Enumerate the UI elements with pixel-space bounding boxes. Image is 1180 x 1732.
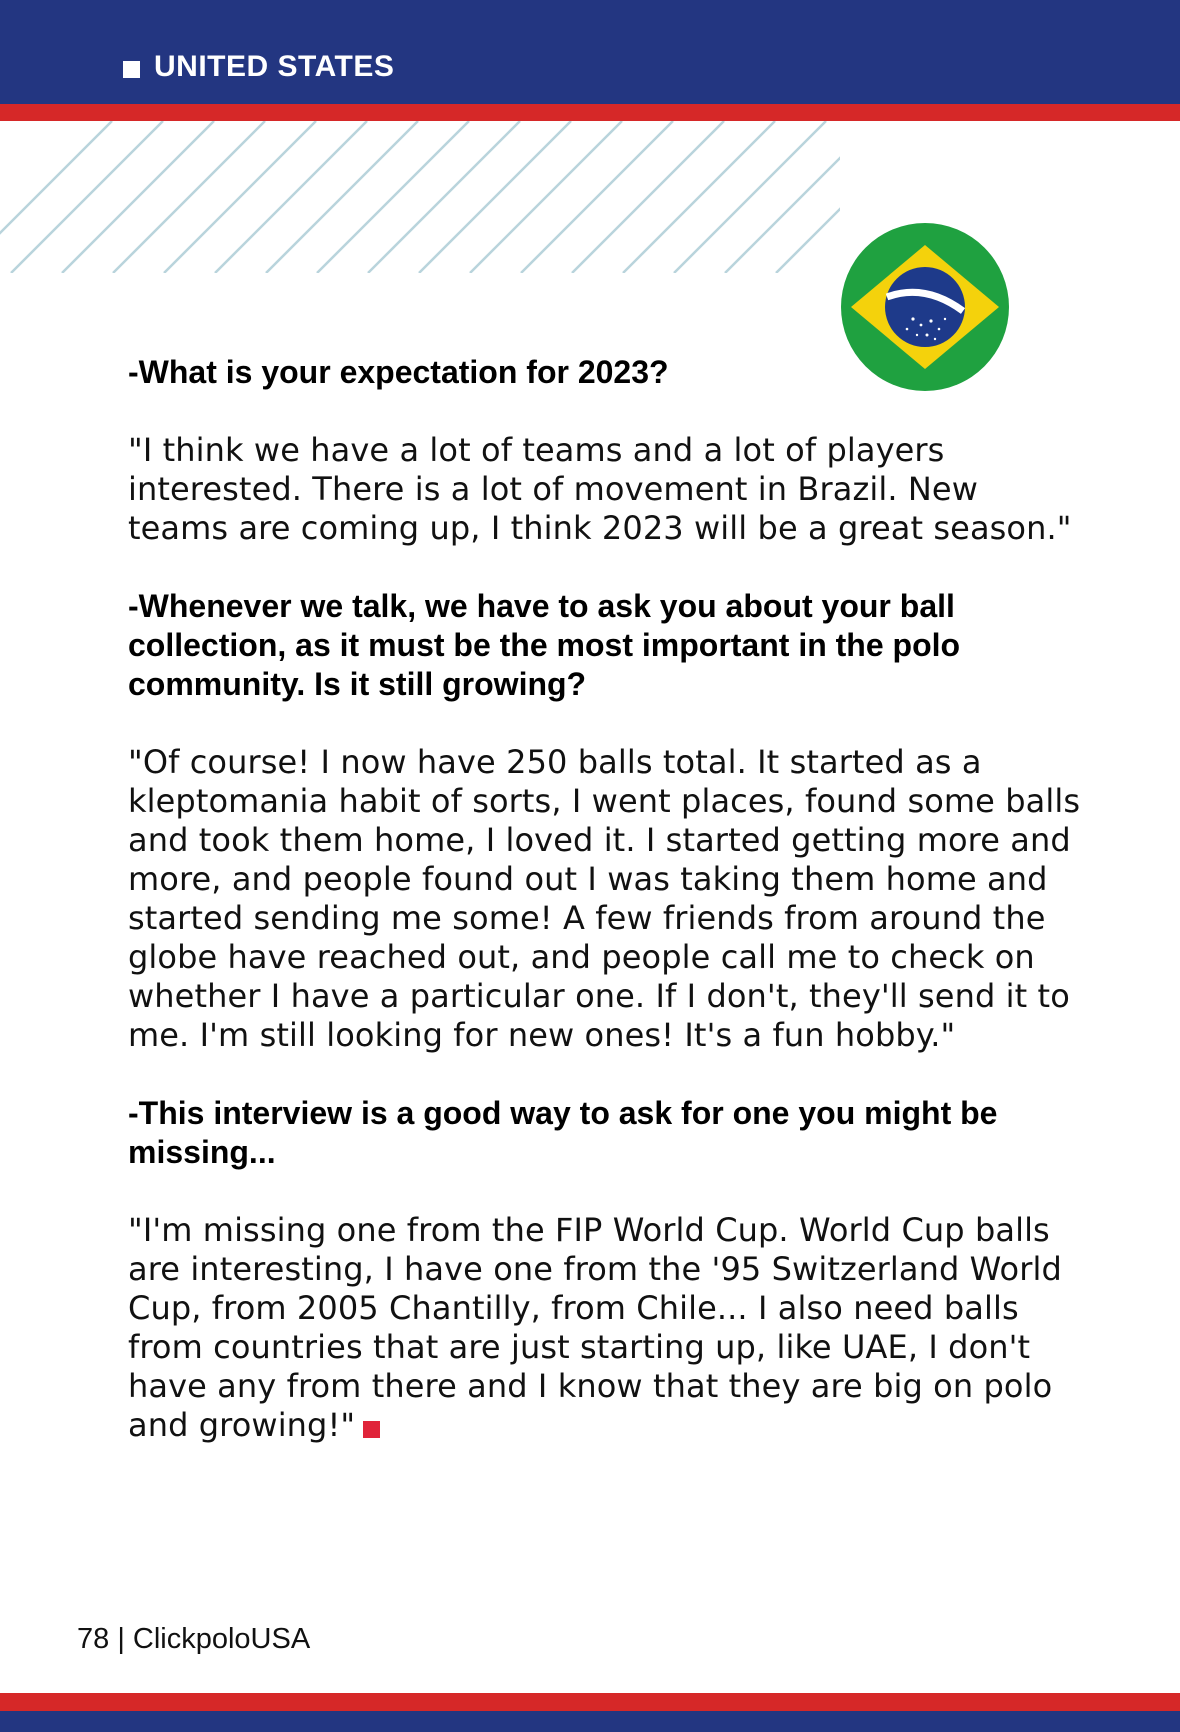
hatch-line — [215, 121, 367, 273]
interview-answer: "Of course! I now have 250 balls total. It started as a kleptomania habit of sorts, I went places, found some balls and took them home, I loved it. I started getting more and more, and people found out I was taking them home and started sending me some! A few friends from around the globe have reached out, and people call me to check on whether I have a particular one. If I don't, they'll send it to me. I'm still looking for new ones! It's a fun hobby." — [128, 743, 1081, 1054]
hatch-line — [62, 121, 214, 273]
hatch-line — [776, 121, 840, 273]
hatch-line — [113, 121, 265, 273]
interview-question: -Whenever we talk, we have to ask you about your ball collection, as it must be the most important in the polo community. Is it still growing? — [128, 588, 961, 702]
hatch-line — [317, 121, 469, 273]
interview-body — [128, 353, 1088, 1445]
hatch-line — [368, 121, 520, 273]
interview-answer-text: "I'm missing one from the FIP World Cup. World Cup balls are interesting, I have one from the '95 Switzerland World Cup, from 2005 Chantilly, from Chile... I also need balls from countries that are just starting up, like UAE, I don't have any from there and I know that they are big on polo and growing!" — [128, 1211, 1062, 1444]
section-label: UNITED STATES — [154, 50, 395, 83]
hatch-line — [419, 121, 571, 273]
article-end-mark — [363, 1421, 380, 1438]
hatch-line — [266, 121, 418, 273]
hatch-line — [725, 121, 840, 273]
hatch-line — [674, 121, 826, 273]
section-marker-square — [123, 61, 140, 78]
hatch-line — [164, 121, 316, 273]
hatch-line — [11, 121, 163, 273]
interview-question: -This interview is a good way to ask for one you might be missing... — [128, 1095, 998, 1170]
footer-bar — [0, 1711, 1180, 1732]
interview-question: -What is your expectation for 2023? — [128, 354, 669, 390]
footer-red-stripe — [0, 1693, 1180, 1711]
hatch-line — [623, 121, 775, 273]
interview-answer-final — [128, 1211, 1088, 1445]
hatch-line — [572, 121, 724, 273]
page-footer-label: 78 | ClickpoloUSA — [77, 1623, 311, 1655]
header-red-stripe — [0, 104, 1180, 121]
hatch-line — [470, 121, 622, 273]
hatch-line — [521, 121, 673, 273]
diagonal-hatch-decoration — [0, 121, 840, 273]
interview-answer: "I think we have a lot of teams and a lot of players interested. There is a lot of movement in Brazil. New teams are coming up, I think 2023 will be a great season." — [128, 431, 1072, 547]
hatch-line — [0, 121, 112, 273]
